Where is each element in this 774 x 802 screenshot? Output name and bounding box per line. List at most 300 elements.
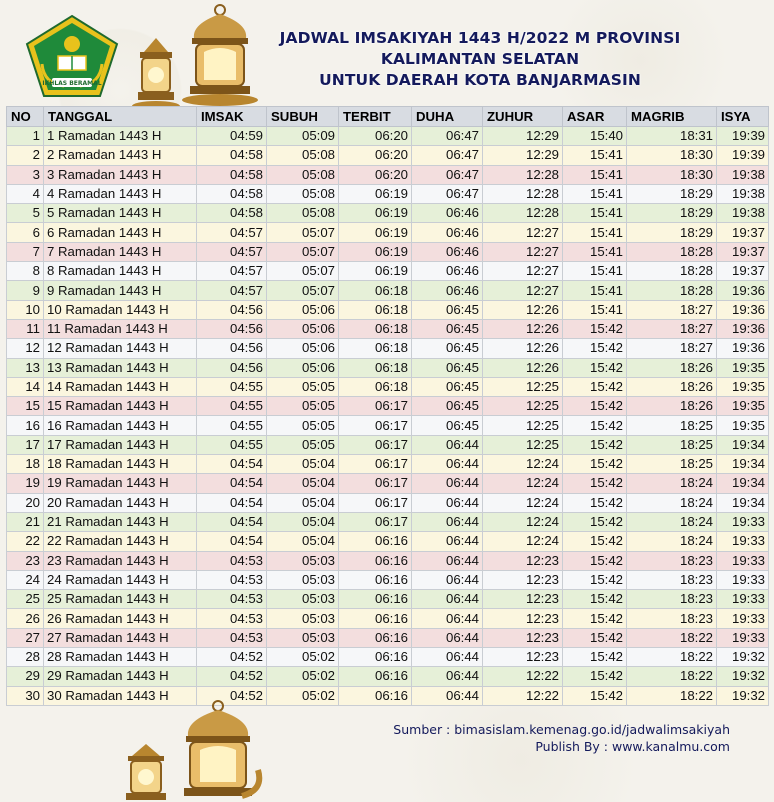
cell-isya: 19:33 bbox=[717, 532, 769, 551]
cell-terbit: 06:17 bbox=[339, 397, 412, 416]
cell-tanggal: 30 Ramadan 1443 H bbox=[44, 686, 197, 705]
cell-terbit: 06:19 bbox=[339, 204, 412, 223]
cell-magrib: 18:25 bbox=[627, 435, 717, 454]
cell-no: 10 bbox=[7, 300, 44, 319]
cell-tanggal: 15 Ramadan 1443 H bbox=[44, 397, 197, 416]
table-row bbox=[7, 609, 769, 628]
cell-isya: 19:33 bbox=[717, 570, 769, 589]
cell-imsak: 04:54 bbox=[197, 474, 267, 493]
cell-asar: 15:42 bbox=[563, 377, 627, 396]
cell-terbit: 06:20 bbox=[339, 127, 412, 146]
cell-isya: 19:34 bbox=[717, 493, 769, 512]
cell-tanggal: 25 Ramadan 1443 H bbox=[44, 590, 197, 609]
cell-duha: 06:44 bbox=[412, 667, 483, 686]
cell-asar: 15:42 bbox=[563, 570, 627, 589]
kemenag-logo-icon bbox=[24, 14, 120, 98]
table-body bbox=[7, 127, 769, 706]
cell-no: 1 bbox=[7, 127, 44, 146]
cell-no: 17 bbox=[7, 435, 44, 454]
cell-magrib: 18:29 bbox=[627, 184, 717, 203]
cell-magrib: 18:25 bbox=[627, 455, 717, 474]
cell-terbit: 06:16 bbox=[339, 648, 412, 667]
source-credits bbox=[330, 721, 730, 755]
cell-magrib: 18:31 bbox=[627, 127, 717, 146]
cell-tanggal: 2 Ramadan 1443 H bbox=[44, 146, 197, 165]
table-row bbox=[7, 416, 769, 435]
cell-duha: 06:44 bbox=[412, 532, 483, 551]
cell-terbit: 06:19 bbox=[339, 262, 412, 281]
cell-asar: 15:42 bbox=[563, 319, 627, 338]
cell-subuh: 05:04 bbox=[267, 455, 339, 474]
cell-duha: 06:44 bbox=[412, 435, 483, 454]
cell-subuh: 05:05 bbox=[267, 435, 339, 454]
cell-isya: 19:39 bbox=[717, 146, 769, 165]
cell-magrib: 18:23 bbox=[627, 609, 717, 628]
cell-zuhur: 12:22 bbox=[483, 686, 563, 705]
cell-no: 27 bbox=[7, 628, 44, 647]
cell-subuh: 05:08 bbox=[267, 165, 339, 184]
cell-subuh: 05:06 bbox=[267, 300, 339, 319]
cell-no: 23 bbox=[7, 551, 44, 570]
cell-tanggal: 29 Ramadan 1443 H bbox=[44, 667, 197, 686]
lantern-icon bbox=[116, 742, 176, 802]
cell-zuhur: 12:27 bbox=[483, 223, 563, 242]
cell-subuh: 05:07 bbox=[267, 223, 339, 242]
cell-asar: 15:41 bbox=[563, 262, 627, 281]
cell-isya: 19:34 bbox=[717, 435, 769, 454]
cell-isya: 19:33 bbox=[717, 590, 769, 609]
cell-asar: 15:42 bbox=[563, 609, 627, 628]
cell-terbit: 06:16 bbox=[339, 609, 412, 628]
cell-imsak: 04:52 bbox=[197, 686, 267, 705]
cell-zuhur: 12:26 bbox=[483, 358, 563, 377]
cell-asar: 15:42 bbox=[563, 474, 627, 493]
cell-zuhur: 12:23 bbox=[483, 648, 563, 667]
cell-zuhur: 12:27 bbox=[483, 262, 563, 281]
cell-zuhur: 12:28 bbox=[483, 204, 563, 223]
cell-subuh: 05:03 bbox=[267, 609, 339, 628]
cell-magrib: 18:25 bbox=[627, 416, 717, 435]
cell-imsak: 04:53 bbox=[197, 628, 267, 647]
cell-terbit: 06:16 bbox=[339, 628, 412, 647]
cell-imsak: 04:56 bbox=[197, 339, 267, 358]
cell-zuhur: 12:24 bbox=[483, 474, 563, 493]
cell-subuh: 05:04 bbox=[267, 512, 339, 531]
cell-asar: 15:42 bbox=[563, 358, 627, 377]
cell-imsak: 04:59 bbox=[197, 127, 267, 146]
cell-duha: 06:45 bbox=[412, 339, 483, 358]
cell-duha: 06:45 bbox=[412, 416, 483, 435]
cell-zuhur: 12:25 bbox=[483, 435, 563, 454]
cell-tanggal: 12 Ramadan 1443 H bbox=[44, 339, 197, 358]
cell-no: 7 bbox=[7, 242, 44, 261]
cell-asar: 15:42 bbox=[563, 435, 627, 454]
cell-asar: 15:42 bbox=[563, 532, 627, 551]
cell-tanggal: 13 Ramadan 1443 H bbox=[44, 358, 197, 377]
cell-zuhur: 12:24 bbox=[483, 455, 563, 474]
lantern-icon bbox=[172, 700, 264, 802]
cell-subuh: 05:02 bbox=[267, 648, 339, 667]
cell-terbit: 06:20 bbox=[339, 165, 412, 184]
lantern-icon bbox=[128, 36, 184, 112]
cell-asar: 15:41 bbox=[563, 281, 627, 300]
cell-subuh: 05:02 bbox=[267, 667, 339, 686]
cell-duha: 06:44 bbox=[412, 648, 483, 667]
cell-duha: 06:45 bbox=[412, 397, 483, 416]
cell-subuh: 05:03 bbox=[267, 590, 339, 609]
cell-isya: 19:32 bbox=[717, 686, 769, 705]
cell-isya: 19:33 bbox=[717, 628, 769, 647]
cell-subuh: 05:03 bbox=[267, 570, 339, 589]
cell-terbit: 06:16 bbox=[339, 570, 412, 589]
table-row bbox=[7, 300, 769, 319]
title-line-2: KALIMANTAN SELATAN bbox=[380, 50, 580, 68]
cell-no: 4 bbox=[7, 184, 44, 203]
table-row bbox=[7, 146, 769, 165]
cell-subuh: 05:08 bbox=[267, 204, 339, 223]
table-row bbox=[7, 532, 769, 551]
cell-magrib: 18:29 bbox=[627, 204, 717, 223]
cell-duha: 06:44 bbox=[412, 570, 483, 589]
cell-isya: 19:34 bbox=[717, 474, 769, 493]
table-row bbox=[7, 319, 769, 338]
cell-imsak: 04:53 bbox=[197, 609, 267, 628]
cell-imsak: 04:56 bbox=[197, 358, 267, 377]
cell-terbit: 06:20 bbox=[339, 146, 412, 165]
column-header-zuhur: ZUHUR bbox=[483, 107, 563, 127]
cell-terbit: 06:17 bbox=[339, 474, 412, 493]
cell-magrib: 18:28 bbox=[627, 242, 717, 261]
cell-subuh: 05:09 bbox=[267, 127, 339, 146]
cell-magrib: 18:27 bbox=[627, 319, 717, 338]
cell-zuhur: 12:25 bbox=[483, 416, 563, 435]
cell-isya: 19:36 bbox=[717, 319, 769, 338]
cell-tanggal: 23 Ramadan 1443 H bbox=[44, 551, 197, 570]
column-header-imsak: IMSAK bbox=[197, 107, 267, 127]
cell-subuh: 05:04 bbox=[267, 474, 339, 493]
cell-no: 21 bbox=[7, 512, 44, 531]
cell-magrib: 18:27 bbox=[627, 339, 717, 358]
title-line-1: JADWAL IMSAKIYAH 1443 H/2022 M PROVINSI bbox=[279, 29, 681, 47]
cell-imsak: 04:55 bbox=[197, 435, 267, 454]
cell-isya: 19:33 bbox=[717, 512, 769, 531]
cell-zuhur: 12:23 bbox=[483, 609, 563, 628]
cell-subuh: 05:04 bbox=[267, 493, 339, 512]
cell-subuh: 05:02 bbox=[267, 686, 339, 705]
cell-isya: 19:33 bbox=[717, 609, 769, 628]
table-row bbox=[7, 242, 769, 261]
cell-asar: 15:41 bbox=[563, 300, 627, 319]
column-header-subuh: SUBUH bbox=[267, 107, 339, 127]
cell-tanggal: 18 Ramadan 1443 H bbox=[44, 455, 197, 474]
column-header-tanggal: TANGGAL bbox=[44, 107, 197, 127]
cell-tanggal: 27 Ramadan 1443 H bbox=[44, 628, 197, 647]
cell-zuhur: 12:26 bbox=[483, 319, 563, 338]
cell-asar: 15:42 bbox=[563, 512, 627, 531]
table-row bbox=[7, 455, 769, 474]
cell-imsak: 04:56 bbox=[197, 300, 267, 319]
cell-isya: 19:36 bbox=[717, 300, 769, 319]
cell-magrib: 18:30 bbox=[627, 146, 717, 165]
cell-terbit: 06:18 bbox=[339, 377, 412, 396]
source-text: Sumber : bimasislam.kemenag.go.id/jadwalimsakiyah bbox=[393, 722, 730, 737]
page-title bbox=[220, 28, 740, 91]
cell-terbit: 06:18 bbox=[339, 319, 412, 338]
table-row bbox=[7, 551, 769, 570]
cell-isya: 19:39 bbox=[717, 127, 769, 146]
cell-imsak: 04:54 bbox=[197, 455, 267, 474]
cell-asar: 15:41 bbox=[563, 242, 627, 261]
cell-tanggal: 7 Ramadan 1443 H bbox=[44, 242, 197, 261]
cell-no: 12 bbox=[7, 339, 44, 358]
cell-terbit: 06:16 bbox=[339, 667, 412, 686]
cell-magrib: 18:23 bbox=[627, 570, 717, 589]
cell-duha: 06:46 bbox=[412, 223, 483, 242]
cell-tanggal: 11 Ramadan 1443 H bbox=[44, 319, 197, 338]
column-header-duha: DUHA bbox=[412, 107, 483, 127]
cell-imsak: 04:57 bbox=[197, 281, 267, 300]
cell-no: 8 bbox=[7, 262, 44, 281]
cell-no: 2 bbox=[7, 146, 44, 165]
cell-isya: 19:36 bbox=[717, 281, 769, 300]
table-row bbox=[7, 184, 769, 203]
cell-duha: 06:44 bbox=[412, 590, 483, 609]
cell-imsak: 04:54 bbox=[197, 493, 267, 512]
cell-tanggal: 1 Ramadan 1443 H bbox=[44, 127, 197, 146]
column-header-isya: ISYA bbox=[717, 107, 769, 127]
column-header-asar: ASAR bbox=[563, 107, 627, 127]
cell-isya: 19:37 bbox=[717, 223, 769, 242]
cell-isya: 19:38 bbox=[717, 184, 769, 203]
cell-tanggal: 14 Ramadan 1443 H bbox=[44, 377, 197, 396]
cell-subuh: 05:08 bbox=[267, 146, 339, 165]
cell-imsak: 04:53 bbox=[197, 590, 267, 609]
cell-asar: 15:42 bbox=[563, 648, 627, 667]
cell-magrib: 18:24 bbox=[627, 532, 717, 551]
cell-zuhur: 12:22 bbox=[483, 667, 563, 686]
table-row bbox=[7, 667, 769, 686]
cell-duha: 06:45 bbox=[412, 377, 483, 396]
cell-terbit: 06:16 bbox=[339, 686, 412, 705]
cell-subuh: 05:07 bbox=[267, 262, 339, 281]
cell-terbit: 06:17 bbox=[339, 435, 412, 454]
cell-duha: 06:44 bbox=[412, 628, 483, 647]
cell-asar: 15:42 bbox=[563, 455, 627, 474]
cell-tanggal: 16 Ramadan 1443 H bbox=[44, 416, 197, 435]
cell-imsak: 04:58 bbox=[197, 204, 267, 223]
cell-duha: 06:44 bbox=[412, 609, 483, 628]
cell-terbit: 06:18 bbox=[339, 281, 412, 300]
cell-no: 25 bbox=[7, 590, 44, 609]
cell-terbit: 06:19 bbox=[339, 223, 412, 242]
cell-asar: 15:42 bbox=[563, 551, 627, 570]
cell-no: 29 bbox=[7, 667, 44, 686]
cell-magrib: 18:24 bbox=[627, 512, 717, 531]
cell-zuhur: 12:27 bbox=[483, 242, 563, 261]
cell-duha: 06:44 bbox=[412, 512, 483, 531]
cell-no: 22 bbox=[7, 532, 44, 551]
cell-zuhur: 12:23 bbox=[483, 628, 563, 647]
table-row bbox=[7, 474, 769, 493]
table-row bbox=[7, 358, 769, 377]
cell-imsak: 04:57 bbox=[197, 262, 267, 281]
cell-no: 3 bbox=[7, 165, 44, 184]
cell-magrib: 18:22 bbox=[627, 628, 717, 647]
cell-imsak: 04:53 bbox=[197, 551, 267, 570]
cell-asar: 15:42 bbox=[563, 397, 627, 416]
cell-magrib: 18:22 bbox=[627, 686, 717, 705]
cell-subuh: 05:04 bbox=[267, 532, 339, 551]
cell-no: 20 bbox=[7, 493, 44, 512]
cell-zuhur: 12:24 bbox=[483, 532, 563, 551]
column-header-no: NO bbox=[7, 107, 44, 127]
cell-imsak: 04:58 bbox=[197, 146, 267, 165]
cell-terbit: 06:16 bbox=[339, 590, 412, 609]
cell-terbit: 06:19 bbox=[339, 184, 412, 203]
cell-terbit: 06:18 bbox=[339, 300, 412, 319]
cell-duha: 06:46 bbox=[412, 204, 483, 223]
cell-tanggal: 5 Ramadan 1443 H bbox=[44, 204, 197, 223]
cell-magrib: 18:26 bbox=[627, 358, 717, 377]
cell-terbit: 06:16 bbox=[339, 551, 412, 570]
cell-asar: 15:42 bbox=[563, 339, 627, 358]
cell-magrib: 18:30 bbox=[627, 165, 717, 184]
column-header-terbit: TERBIT bbox=[339, 107, 412, 127]
cell-isya: 19:35 bbox=[717, 416, 769, 435]
cell-duha: 06:44 bbox=[412, 686, 483, 705]
cell-asar: 15:41 bbox=[563, 184, 627, 203]
schedule-table bbox=[6, 106, 769, 706]
cell-terbit: 06:17 bbox=[339, 512, 412, 531]
cell-subuh: 05:07 bbox=[267, 242, 339, 261]
cell-no: 9 bbox=[7, 281, 44, 300]
table-row bbox=[7, 127, 769, 146]
cell-isya: 19:36 bbox=[717, 339, 769, 358]
column-header-magrib: MAGRIB bbox=[627, 107, 717, 127]
table-row bbox=[7, 590, 769, 609]
cell-magrib: 18:22 bbox=[627, 667, 717, 686]
cell-terbit: 06:17 bbox=[339, 455, 412, 474]
table-row bbox=[7, 204, 769, 223]
logo-text: IKHLAS BERAMAL bbox=[42, 80, 102, 87]
cell-subuh: 05:03 bbox=[267, 628, 339, 647]
title-line-3: UNTUK DAERAH KOTA BANJARMASIN bbox=[319, 71, 641, 89]
table-header-row bbox=[7, 107, 769, 127]
cell-asar: 15:41 bbox=[563, 223, 627, 242]
cell-no: 26 bbox=[7, 609, 44, 628]
cell-no: 14 bbox=[7, 377, 44, 396]
cell-isya: 19:37 bbox=[717, 262, 769, 281]
cell-isya: 19:35 bbox=[717, 377, 769, 396]
cell-asar: 15:42 bbox=[563, 416, 627, 435]
cell-terbit: 06:19 bbox=[339, 242, 412, 261]
cell-magrib: 18:27 bbox=[627, 300, 717, 319]
cell-zuhur: 12:23 bbox=[483, 570, 563, 589]
cell-imsak: 04:55 bbox=[197, 377, 267, 396]
table-row bbox=[7, 686, 769, 705]
table-row bbox=[7, 377, 769, 396]
cell-subuh: 05:07 bbox=[267, 281, 339, 300]
cell-duha: 06:44 bbox=[412, 551, 483, 570]
cell-duha: 06:44 bbox=[412, 493, 483, 512]
cell-tanggal: 6 Ramadan 1443 H bbox=[44, 223, 197, 242]
cell-zuhur: 12:28 bbox=[483, 184, 563, 203]
cell-asar: 15:41 bbox=[563, 146, 627, 165]
cell-zuhur: 12:26 bbox=[483, 339, 563, 358]
cell-isya: 19:32 bbox=[717, 648, 769, 667]
cell-imsak: 04:55 bbox=[197, 416, 267, 435]
table-row bbox=[7, 435, 769, 454]
cell-imsak: 04:56 bbox=[197, 319, 267, 338]
cell-magrib: 18:24 bbox=[627, 474, 717, 493]
cell-zuhur: 12:24 bbox=[483, 493, 563, 512]
cell-zuhur: 12:28 bbox=[483, 165, 563, 184]
cell-tanggal: 21 Ramadan 1443 H bbox=[44, 512, 197, 531]
cell-magrib: 18:24 bbox=[627, 493, 717, 512]
cell-magrib: 18:23 bbox=[627, 551, 717, 570]
publish-text: Publish By : www.kanalmu.com bbox=[535, 739, 730, 754]
table-row bbox=[7, 281, 769, 300]
table-row bbox=[7, 262, 769, 281]
cell-asar: 15:41 bbox=[563, 204, 627, 223]
cell-zuhur: 12:23 bbox=[483, 590, 563, 609]
cell-imsak: 04:58 bbox=[197, 165, 267, 184]
cell-imsak: 04:53 bbox=[197, 570, 267, 589]
cell-asar: 15:42 bbox=[563, 493, 627, 512]
cell-imsak: 04:57 bbox=[197, 223, 267, 242]
cell-isya: 19:32 bbox=[717, 667, 769, 686]
cell-terbit: 06:17 bbox=[339, 493, 412, 512]
table-row bbox=[7, 512, 769, 531]
cell-asar: 15:41 bbox=[563, 165, 627, 184]
cell-tanggal: 8 Ramadan 1443 H bbox=[44, 262, 197, 281]
cell-duha: 06:45 bbox=[412, 300, 483, 319]
cell-no: 30 bbox=[7, 686, 44, 705]
cell-terbit: 06:17 bbox=[339, 416, 412, 435]
cell-subuh: 05:05 bbox=[267, 397, 339, 416]
cell-duha: 06:46 bbox=[412, 242, 483, 261]
cell-asar: 15:42 bbox=[563, 628, 627, 647]
cell-no: 28 bbox=[7, 648, 44, 667]
cell-subuh: 05:06 bbox=[267, 339, 339, 358]
cell-magrib: 18:29 bbox=[627, 223, 717, 242]
cell-isya: 19:35 bbox=[717, 397, 769, 416]
table-row bbox=[7, 165, 769, 184]
cell-imsak: 04:57 bbox=[197, 242, 267, 261]
cell-duha: 06:47 bbox=[412, 127, 483, 146]
cell-asar: 15:40 bbox=[563, 127, 627, 146]
cell-imsak: 04:54 bbox=[197, 512, 267, 531]
cell-magrib: 18:26 bbox=[627, 377, 717, 396]
cell-imsak: 04:54 bbox=[197, 532, 267, 551]
cell-tanggal: 9 Ramadan 1443 H bbox=[44, 281, 197, 300]
cell-isya: 19:34 bbox=[717, 455, 769, 474]
cell-no: 13 bbox=[7, 358, 44, 377]
cell-zuhur: 12:24 bbox=[483, 512, 563, 531]
cell-duha: 06:44 bbox=[412, 455, 483, 474]
table-row bbox=[7, 397, 769, 416]
cell-zuhur: 12:23 bbox=[483, 551, 563, 570]
cell-no: 15 bbox=[7, 397, 44, 416]
cell-tanggal: 26 Ramadan 1443 H bbox=[44, 609, 197, 628]
cell-isya: 19:33 bbox=[717, 551, 769, 570]
cell-tanggal: 20 Ramadan 1443 H bbox=[44, 493, 197, 512]
cell-no: 19 bbox=[7, 474, 44, 493]
cell-tanggal: 17 Ramadan 1443 H bbox=[44, 435, 197, 454]
cell-imsak: 04:55 bbox=[197, 397, 267, 416]
cell-asar: 15:42 bbox=[563, 667, 627, 686]
cell-tanggal: 24 Ramadan 1443 H bbox=[44, 570, 197, 589]
